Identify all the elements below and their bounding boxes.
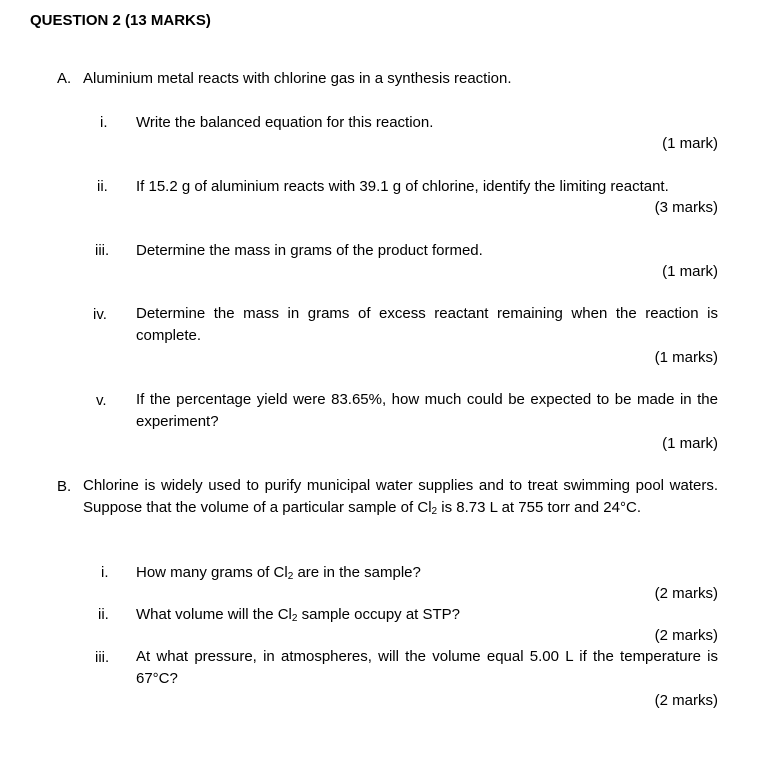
part-b-item-text (136, 646, 718, 689)
part-b-item-mark: (2 marks) (654, 692, 718, 709)
part-a-item-mark: (1 marks) (654, 349, 718, 366)
part-a-item-mark: (3 marks) (654, 199, 718, 216)
part-b-item-post: are in the sample? (293, 564, 421, 581)
part-a-item-number: ii. (97, 178, 108, 195)
part-b-item-pre: At what pressure, in atmospheres, will the volume equal 5.00 L if the temperature is 67°C? (136, 648, 718, 687)
part-b-subscript: 2 (431, 505, 438, 517)
part-b-item-pre: How many grams of Cl (136, 564, 288, 581)
part-b-text-post: is 8.73 L at 755 torr and 24°C. (437, 498, 641, 516)
part-a-item-text: Write the balanced equation for this reaction. (136, 114, 434, 131)
part-b-item-pre: What volume will the Cl (136, 606, 292, 623)
part-b-text (83, 475, 718, 518)
question-title: QUESTION 2 (13 MARKS) (30, 12, 211, 29)
part-a-item-number: v. (96, 392, 107, 409)
part-a-item-text: If 15.2 g of aluminium reacts with 39.1 g of chlorine, identify the limiting reactant. (136, 178, 669, 195)
part-b-item-subscript: 2 (291, 613, 298, 624)
part-b-item-text (136, 604, 460, 625)
part-a-text: Aluminium metal reacts with chlorine gas in a synthesis reaction. (83, 70, 512, 87)
part-b-item-number: i. (101, 564, 109, 581)
part-a-item-mark: (1 mark) (662, 263, 718, 280)
part-b-item-number: iii. (95, 649, 110, 666)
part-b-item-mark: (2 marks) (654, 627, 718, 644)
part-b-item-post: sample occupy at STP? (297, 606, 461, 623)
part-a-item-number: iv. (93, 306, 107, 323)
part-a-item-text: Determine the mass in grams of excess reactant remaining when the reaction is complete. (136, 305, 718, 344)
part-a-item-number: i. (100, 114, 108, 131)
part-a-item-text: If the percentage yield were 83.65%, how much could be expected to be made in the experiment? (136, 391, 718, 430)
part-a-item-mark: (1 mark) (662, 435, 718, 452)
part-a-item-number: iii. (95, 242, 110, 259)
part-a-item-mark: (1 mark) (662, 135, 718, 152)
part-b-item-mark: (2 marks) (654, 585, 718, 602)
part-a-item-text: Determine the mass in grams of the product formed. (136, 242, 483, 259)
part-a-letter: A. (57, 70, 72, 87)
part-b-item-number: ii. (98, 606, 109, 623)
part-b-item-text (136, 562, 421, 583)
part-b-text-pre: Chlorine is widely used to purify municipal water supplies and to treat swimming pool waters. Suppose that the volume of a particular sample of Cl (83, 477, 718, 516)
part-b-letter: B. (57, 478, 72, 495)
part-b-item-subscript: 2 (287, 571, 294, 582)
